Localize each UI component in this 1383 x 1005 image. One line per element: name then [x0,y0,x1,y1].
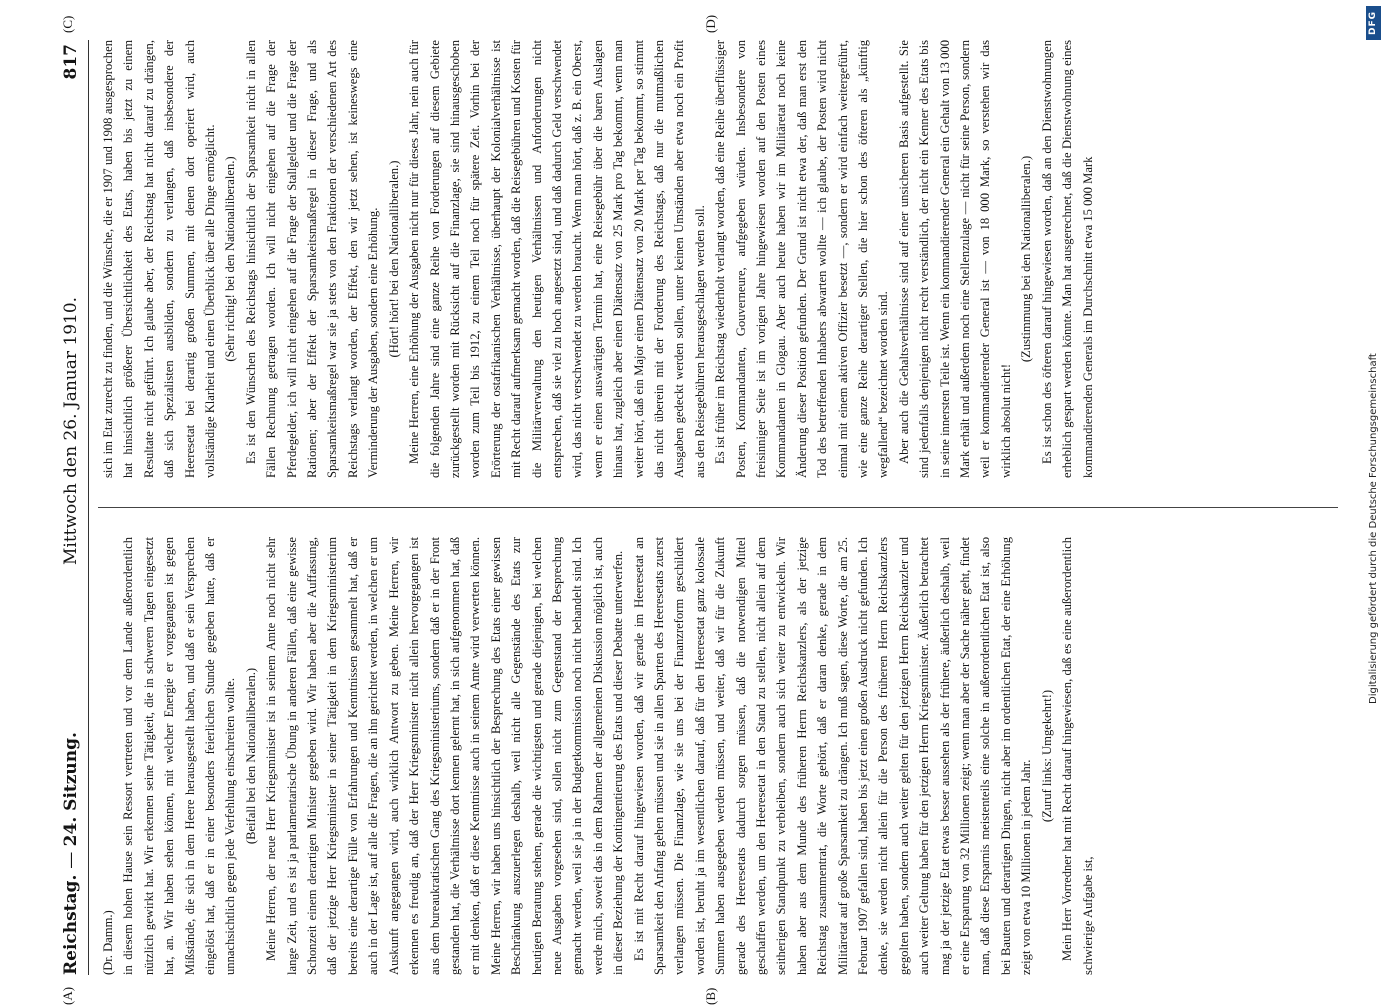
interjection: (Zuruf links: Umgekehrt!) [1039,689,1054,823]
running-head-separator: — [61,846,81,869]
paragraph: Es ist mit Recht darauf hingewiesen worden, daß wir gerade im Heeresetat an Sparsamkeit den Anfang gehen müssen und sie in allen Sparten des Heeresetats zuerst verlangen müssen. Die Finanzlage, wie sie uns bei der Finanzreform geschildert worden ist, beruht ja im wesentlichen darauf, daß für den Heeresetat ganz kolossale Summen haben ausgegeben werden müssen, und weiter, daß wir für die Zukunft gerade des Heeresetats dadurch sorgen müssen, daß die notwendigen Mittel geschaffen werden, um den Heeresetat in den Stand zu stellen, nicht allein auf dem seitherigen Standpunkt zu verbleiben, sondern auch sich weiter zu entwickeln. Wir haben aber aus dem Munde des früheren Herrn Reichskanzlers, als der jetzige Reichstag zusammentrat, die Worte gehört, daß er daran denke, gerade in dem Militäretat auf große Sparsamkeit zu drängen. Ich muß sagen, diese Worte, die am 25. Februar 1907 gefallen sind, haben bis jetzt einen großen Ausdruck nicht gefunden. Ich denke, sie werden nicht allein für die Person des früheren Herrn Reichskanzlers gegolten haben, sondern auch weiter gelten für den jetzigen Herrn Reichskanzler und auch weiter Geltung haben für den jetzigen Herrn Kriegsminister. Äußerlich betrachtet mag ja der jetzige Etat etwas besser aussehen als der frühere, äußerlich deshalb, weil er eine Ersparung von 32 Millionen zeigt; wenn man aber der Sache näher geht, findet man, daß diese Ersparnis meistenteils eine solche in außerordentlichen Etat ist, also bei Bauten und derartigen Dingen, nicht aber im ordentlichen Etat, der eine Erhöhung zeigt von etwa 10 Millionen in jedem Jahr. [631,537,1034,975]
running-head-chamber: Reichstag. [61,874,81,975]
running-head-session: 24. Sitzung. [61,732,81,847]
margin-mark-a: (A) [60,986,75,1005]
running-head [58,40,89,975]
paragraph: Es ist früher im Reichstag wiederholt verlangt worden, daß eine Reihe überflüssiger Posten, Kommandanten, Gouverneure, aufgegeben würden. Insbesondere von freisinniger Seite ist im vorigen Jahre hingewiesen worden auf den Posten eines Kommandanten in Glogau. Aber auch heute haben wir im Militäretat noch keine Änderung dieser Position gefunden. Der Grund ist nicht etwa der, daß man erst den Tod des betreffenden Inhabers abwarten wollte — ich glaube, der Posten wird nicht einmal mit einem aktiven Offizier besetzt —, sondern er wird einfach weitergeführt, wie eine ganze Reihe derartiger Stellen, die hier schon des öfteren als „künftig wegfallend“ bezeichnet worden sind. [713,40,891,478]
paragraph: Mein Herr Vorredner hat mit Recht darauf hingewiesen, daß es eine außerordentlich schwierige Aufgabe ist, [1060,537,1095,975]
interjection: (Sehr richtig! bei den Nationalliberalen.) [223,156,238,362]
digitization-sidebar [1364,0,1383,1000]
column-divider [98,507,1338,508]
paragraph: Meine Herren, eine Erhöhung der Ausgaben nicht nur für dieses Jahr, nein auch für die folgenden Jahre sind eine ganze Reihe von Forderungen auf diesem Gebiete zurückgestellt worden mit Rücksicht auf die Finanzlage, sie sind hinausgeschoben worden zum Teil bis 1912, zu einem Teil noch für spätere Zeit. Vorhin bei der Erörterung der ostafrikanischen Verhältnisse, überhaupt der Kolonialverhältnisse ist mit Recht darauf aufmerksam gemacht worden, daß die Reisegebühren und Kosten für die Militärverwaltung den heutigen Verhältnissen und Anforderungen nicht entsprechen, daß sie viel zu hoch angesetzt sind, und daß dadurch Geld verschwendet wird, das nicht verschwendet zu werden braucht. Wenn man hört, daß z. B. ein Oberst, wenn er einen auswärtigen Termin hat, eine Reisegebühr über die baren Auslagen hinaus hat, zugleich aber einen Diätensatz von 25 Mark pro Tag bekommt, wenn man weiter hört, daß ein Major einen Diätensatz von 20 Mark per Tag bekommt, so stimmt das nicht überein mit der Forderung des Reichstags, daß nur die mutmaßlichen Ausgaben gedeckt werden sollen, unter keinen Umständen aber etwa noch ein Profit aus den Reisegebühren herausgeschlagen werden soll. [407,40,707,478]
running-head-title [61,732,81,975]
interjection: (Zustimmung bei den Nationalliberalen.) [1019,155,1034,363]
paragraph: in diesem hohen Hause sein Ressort vertreten und vor dem Lande außerordentlich nützlich gewirkt hat. Wir erkennen seine Tätigkeit, die in schweren Tagen eingesetzt hat, an. Wir haben sehen können, mit welcher Energie er vorgegangen ist gegen Mißstände, die sich in dem Heere herausgestellt haben, und daß er sein Versprechen eingelöst hat, daß er in einer besonders feierlichen Stunde gegeben hatte, daß er unnachsichtlich gegen jede Verfehlung einschreiten wollte. [121,537,238,975]
paragraph: Aber auch die Gehaltsverhältnisse sind auf einer unsicheren Basis aufgestellt. Sie sind jedenfalls denjenigen nicht recht verständlich, der nicht ein Kenner des Etats bis in seine innersten Teile ist. Wenn ein kommandierender General ein Gehalt von 13 000 Mark erhält und außerdem noch eine Stellenzulage — nicht für seine Person, sondern weil er kommandierender General ist — von 18 000 Mark, so verstehen wir das wirklich absolut nicht! [896,40,1013,478]
speaker-label: (Dr. Damm.) [101,910,115,975]
margin-mark-c: (C) [60,15,75,33]
left-column [98,537,1098,975]
paragraph: Es ist schon des öfteren darauf hingewiesen worden, daß an den Dienstwohnungen erheblich gespart werden könnte. Man hat ausgerechnet, daß die Dienstwohnung eines kommandierenden Generals im Durchschnitt etwa 15 000 Mark [1039,40,1095,478]
interjection: (Beifall bei den Nationalliberalen.) [243,667,258,845]
paragraph: sich im Etat zurecht zu finden, und die Wünsche, die er 1907 und 1908 ausgesprochen hat hinsichtlich größerer Übersichtlichkeit des Etats, haben bis jetzt zu einem Resultate nicht geführt. Ich glaube aber, der Reichstag hat nicht darauf zu drängen, daß sich Spezialisten ausbilden, sondern zu verlangen, daß insbesondere der Heeresetat bei derartig großen Summen, mit denen dort operiert wird, auch vollständige Klarheit und einen Überblick über alle Dinge ermöglicht. [101,40,218,478]
margin-mark-b: (B) [703,987,718,1005]
page-number: 817 [61,44,81,80]
paragraph: Es ist den Wünschen des Reichstags hinsichtlich der Sparsamkeit nicht in allen Fällen Rechnung getragen worden. Ich will nicht eingehen auf die Frage der Pferdegelder, ich will nicht eingehen auf die Frage der Stallgelder und die Frage der Rationen; aber der Effekt der Sparsamkeitsmaßregel in dieser Frage, und als Sparsamkeitsmaßregel war sie ja stets von den Fraktionen der verschiedenen Art des Reichstags verlangt worden, der Effekt, den wir jetzt sehen, ist keineswegs eine Verminderung der Ausgaben, sondern eine Erhöhung. [243,40,381,478]
running-head-date: Mittwoch den 26. Januar 1910. [61,296,81,565]
paragraph: Meine Herren, der neue Herr Kriegsminister ist in seinem Amte noch nicht sehr lange Zeit, und es ist ja parlamentarische Übung in anderen Fällen, daß eine gewisse Schonzeit einem derartigen Minister gegeben wird. Wir haben aber die Auffassung, daß der jetzige Herr Kriegsminister in seiner Tätigkeit in dem Kriegsministerium bereits eine derartige Fülle von Erfahrungen und Kenntnissen gesammelt hat, daß er auch in der Lage ist, auf alle die Fragen, die an ihn gerichtet werden, in welchen er um Auskunft angegangen wird, auch wirklich Antwort zu geben. Meine Herren, wir erkennen es freudig an, daß der Herr Kriegsminister nicht allein hervorgegangen ist aus dem bureaukratischen Gang des Kriegsministeriums, sondern daß er in der Front gestanden hat, die Verhältnisse dort kennen gelernt hat, in sich aufgenommen hat, daß er mit denken, daß er diese Kenntnisse auch in seinem Amte wird verwerten können. Meine Herren, wir haben uns hinsichtlich der Besprechung des Etats einer gewissen Beschränkung auszuerlegen deshalb, weil nicht alle Gegenstände des Etats zur heutigen Beratung stehen, gerade die wichtigsten und gerade diejenigen, bei welchen neue Ausgaben vorgesehen sind, sollen nicht zum Gegenstand der Besprechung gemacht werden, weil sie ja in der Budgetkommission noch nicht behandelt sind. Ich werde mich, soweit das in dem Rahmen der allgemeinen Diskussion möglich ist, auch in dieser Beziehung der Kontingentierung des Etats und dieser Debatte unterwerfen. [264,537,626,975]
margin-mark-d: (D) [703,14,718,33]
right-column [98,40,1098,478]
scanned-page [58,14,1368,1005]
digitization-note: Digitalisierung gefördert durch die Deutsche Forschungsgemeinschaft [1368,353,1379,704]
interjection: (Hört! hört! bei den Nationalliberalen.) [386,160,401,358]
dfg-logo: DFG [1366,6,1381,40]
